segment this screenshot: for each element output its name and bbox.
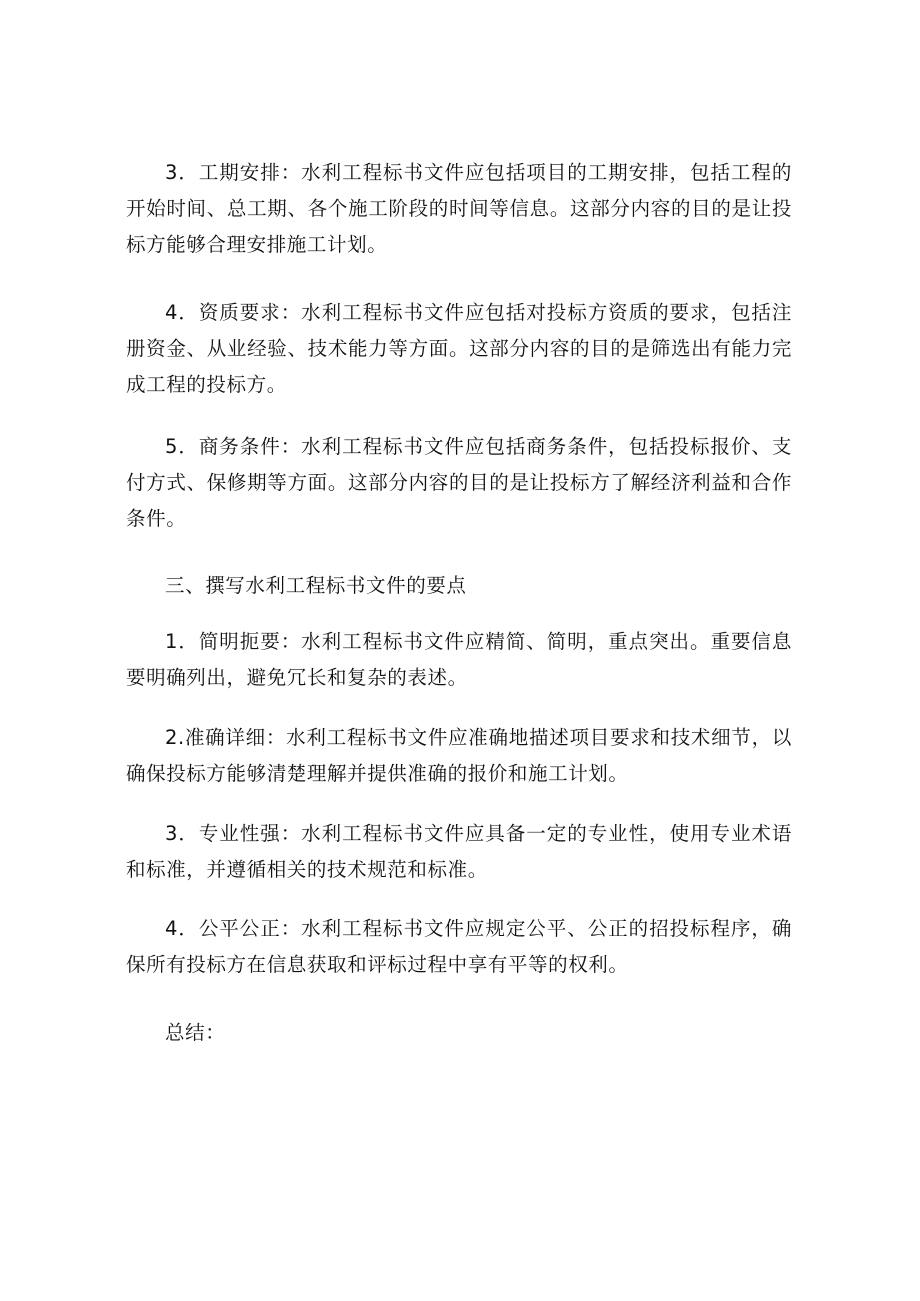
paragraph-schedule: 3．工期安排：水利工程标书文件应包括项目的工期安排，包括工程的开始时间、总工期、各个施工阶段的时间等信息。这部分内容的目的是让投标方能够合理安排施工计划。 bbox=[126, 161, 792, 256]
paragraph-fair: 4．公平公正：水利工程标书文件应规定公平、公正的招投标程序，确保所有投标方在信息获取和评标过程中享有平等的权利。 bbox=[126, 917, 792, 976]
summary-label: 总结： bbox=[165, 1021, 226, 1044]
paragraph-concise: 1．简明扼要：水利工程标书文件应精简、简明，重点突出。重要信息要明确列出，避免冗长和复杂的表述。 bbox=[126, 630, 792, 689]
paragraph-business-terms: 5．商务条件：水利工程标书文件应包括商务条件，包括投标报价、支付方式、保修期等方面。这部分内容的目的是让投标方了解经济利益和合作条件。 bbox=[126, 435, 792, 530]
paragraph-qualification: 4．资质要求：水利工程标书文件应包括对投标方资质的要求，包括注册资金、从业经验、技术能力等方面。这部分内容的目的是筛选出有能力完成工程的投标方。 bbox=[126, 301, 792, 396]
section-heading: 三、撰写水利工程标书文件的要点 bbox=[165, 574, 467, 597]
paragraph-accurate: 2.准确详细：水利工程标书文件应准确地描述项目要求和技术细节，以确保投标方能够清楚理解并提供准确的报价和施工计划。 bbox=[126, 726, 792, 785]
paragraph-professional: 3．专业性强：水利工程标书文件应具备一定的专业性，使用专业术语和标准，并遵循相关的技术规范和标准。 bbox=[126, 822, 792, 881]
